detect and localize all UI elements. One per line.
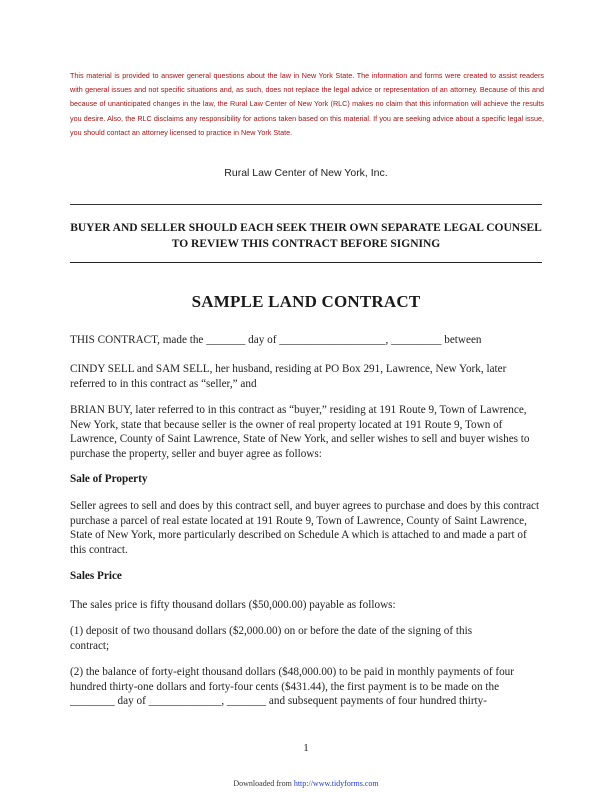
divider-bottom [70, 262, 542, 263]
footer-url-link[interactable]: http://www.tidyforms.com [293, 779, 379, 788]
sales-price-heading: Sales Price [70, 570, 122, 582]
footer-prefix: Downloaded from [233, 779, 292, 788]
divider-top [70, 204, 542, 205]
buyer-paragraph: BRIAN BUY, later referred to in this contract as “buyer,” residing at 191 Route 9, Town of Lawrence, New York, state that because seller is the owner of real property located at 191 Route 9, Town of Lawrence, County of Saint Lawrence, State of New York, and seller wishes to sell and buyer wishes to purchase the property, seller and buyer agree as follows: [70, 404, 530, 460]
sales-price-paragraph: The sales price is fifty thousand dollars ($50,000.00) payable as follows: [70, 599, 396, 611]
balance-item: (2) the balance of forty-eight thousand dollars ($48,000.00) to be paid in monthly payments of four hundred thirty-one dollars and forty-four cents ($431.44), the first payment is to be made on the ________ day of _____________, _______ and subsequent payments of four hundred thirty- [70, 666, 514, 708]
sale-of-property-heading: Sale of Property [70, 473, 148, 485]
download-footer [0, 779, 612, 788]
legal-counsel-notice: BUYER AND SELLER SHOULD EACH SEEK THEIR OWN SEPARATE LEGAL COUNSEL TO REVIEW THIS CONTRACT BEFORE SIGNING [70, 222, 542, 250]
deposit-item: (1) deposit of two thousand dollars ($2,000.00) on or before the date of the signing of this contract; [70, 625, 473, 652]
disclaimer-text: This material is provided to answer general questions about the law in New York State. The information and forms were created to assist readers with general issues and not specific situations and, as such, does not replace the legal advice or representation of an attorney. Because of this and because of unanticipated changes in the law, the Rural Law Center of New York (RLC) makes no claim that this information will achieve the results you desire. Also, the RLC disclaims any responsibility for actions taken based on this material. If you are seeking advice about a specific legal issue, you should contact an attorney licensed to practice in New York State. [70, 71, 544, 137]
seller-paragraph: CINDY SELL and SAM SELL, her husband, residing at PO Box 291, Lawrence, New York, later referred to in this contract as “seller,” and [70, 363, 507, 390]
sale-of-property-paragraph: Seller agrees to sell and does by this contract sell, and buyer agrees to purchase and does by this contract purchase a parcel of real estate located at 191 Route 9, Town of Lawrence, County of Saint Lawrence, State of New York, more particularly described on Schedule A which is attached to and made a part of this contract. [70, 500, 540, 556]
document-title: SAMPLE LAND CONTRACT [191, 292, 421, 311]
intro-paragraph: THIS CONTRACT, made the _______ day of ___________________, _________ between [70, 334, 482, 346]
organization-name: Rural Law Center of New York, Inc. [224, 167, 388, 179]
page-number: 1 [303, 742, 309, 754]
